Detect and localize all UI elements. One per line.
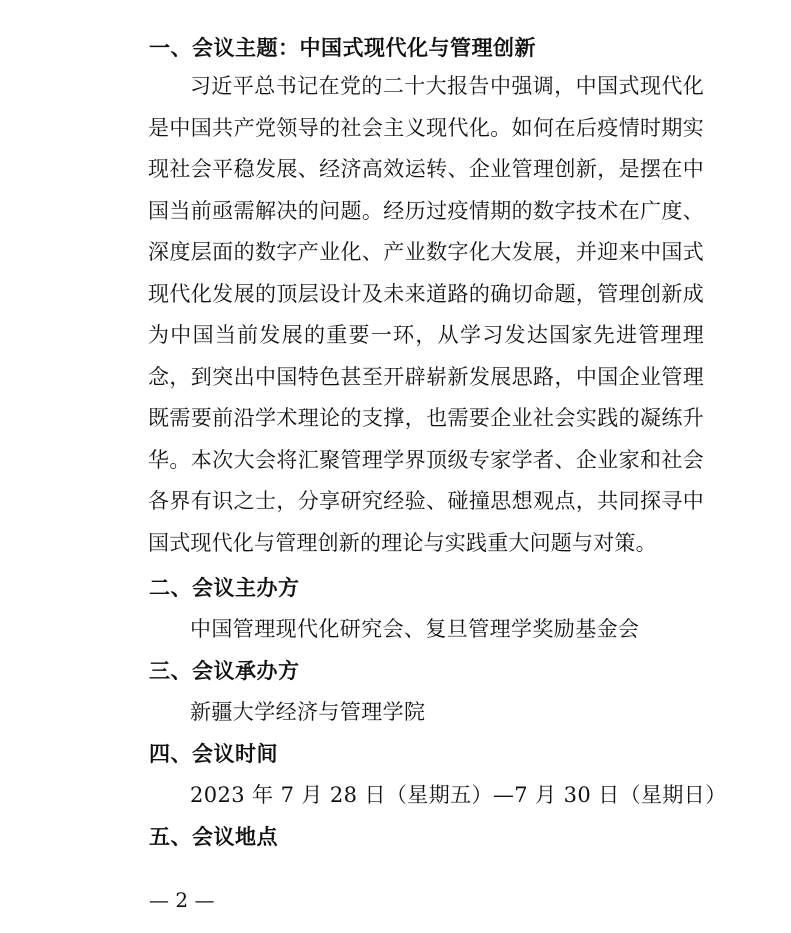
section-3-content: 新疆大学经济与管理学院 xyxy=(190,700,426,724)
section-5-heading: 五、会议地点 xyxy=(149,825,278,849)
page-number: — 2 — xyxy=(149,888,215,912)
section-2-content: 中国管理现代化研究会、复旦管理学奖励基金会 xyxy=(190,617,640,641)
section-2-heading: 二、会议主办方 xyxy=(149,576,300,600)
section-4-content: 2023 年 7 月 28 日（星期五）—7 月 30 日（星期日） xyxy=(190,783,727,807)
section-1-heading: 一、会议主题：中国式现代化与管理创新 xyxy=(149,36,536,60)
section-4-heading: 四、会议时间 xyxy=(149,742,278,766)
section-3-heading: 三、会议承办方 xyxy=(149,659,300,683)
section-1-paragraph: 习近平总书记在党的二十大报告中强调，中国式现代化是中国共产党领导的社会主义现代化。如何在后疫情时期实现社会平稳发展、经济高效运转、企业管理创新，是摆在中国当前亟需解决的问题。经历过疫情期的数字技术在广度、深度层面的数字产业化、产业数字化大发展，并迎来中国式现代化发展的顶层设计及未来道路的确切命题，管理创新成为中国当前发展的重要一环，从学习发达国家先进管理理念，到突出中国特色甚至开辟崭新发展思路，中国企业管理既需要前沿学术理论的支撑，也需要企业社会实践的凝练升华。本次大会将汇聚管理学界顶级专家学者、企业家和社会各界有识之士，分享研究经验、碰撞思想观点，共同探寻中国式现代化与管理创新的理论与实践重大问题与对策。 xyxy=(148,74,704,555)
